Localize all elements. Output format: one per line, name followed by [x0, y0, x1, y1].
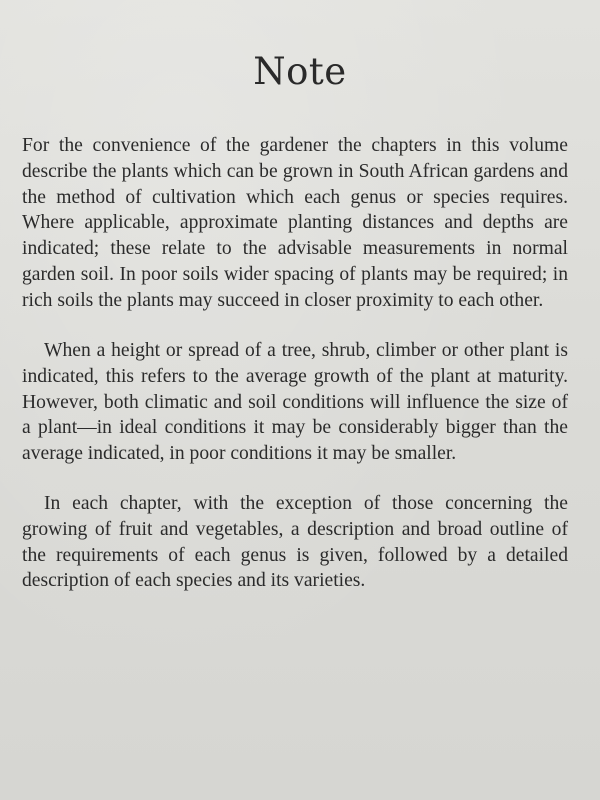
page-title: Note — [253, 50, 347, 93]
paragraph-convenience: For the convenience of the gardener the chapters in this volume describe the plants which can be grown in South African gardens and the method of cultivation which each genus or species requires. Where applicable, approximate planting distances and depths are indicated; these relate to the advisable measurements in normal garden soil. In poor soils wider spacing of plants may be required; in rich soils the plants may succeed in closer proximity to each other. — [22, 135, 568, 311]
paragraph-chapter-contents: In each chapter, with the exception of those concerning the growing of fruit and vegetables, a description and broad outline of the requirements of each genus is given, followed by a detailed description of each species and its varieties. — [22, 493, 568, 592]
paragraph-height-spread: When a height or spread of a tree, shrub, climber or other plant is indicated, this refers to the average growth of the plant at maturity. However, both climatic and soil conditions will influence the size of a plant—in ideal conditions it may be considerably bigger than the average indicated, in poor conditions it may be smaller. — [22, 340, 568, 465]
